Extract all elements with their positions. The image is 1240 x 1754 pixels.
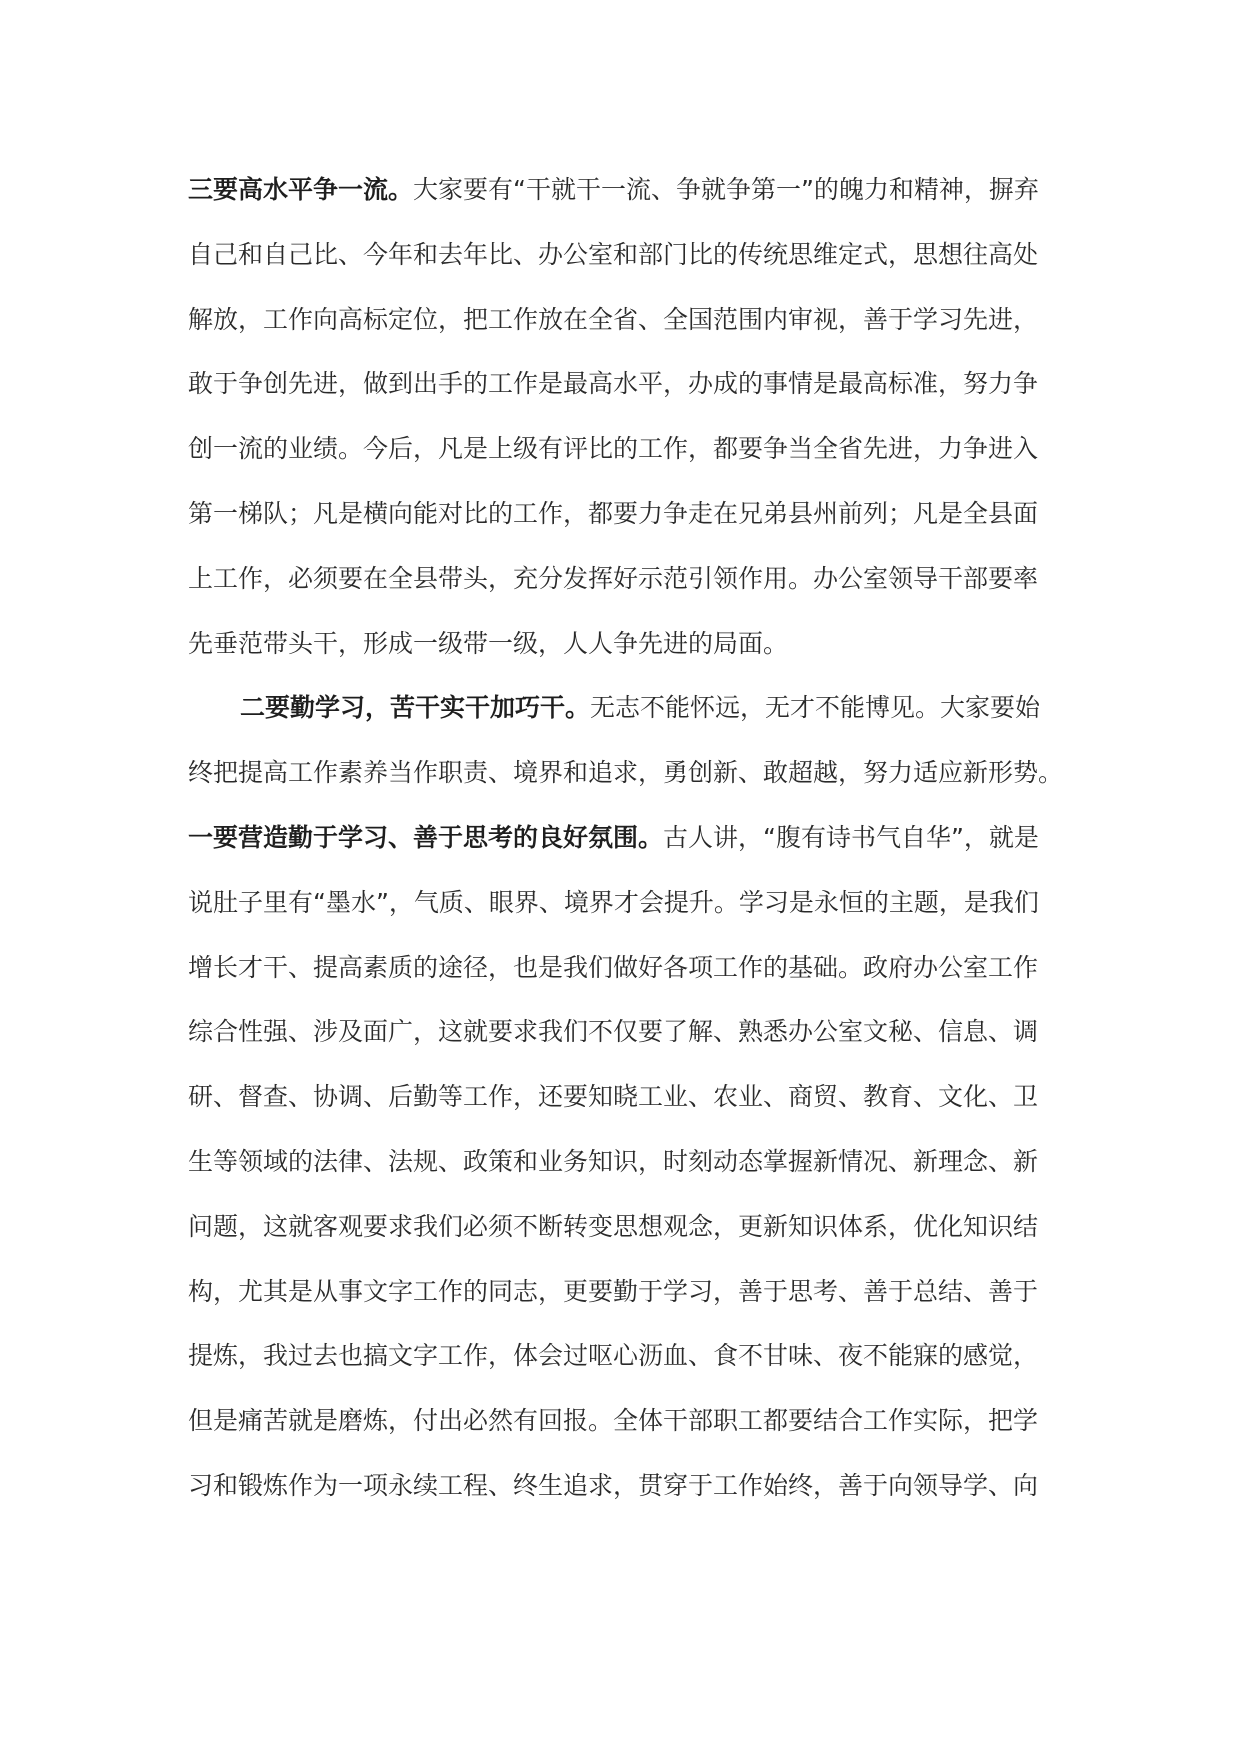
text-line: 生等领域的法律、法规、政策和业务知识，时刻动态掌握新情况、新理念、新 — [188, 1146, 1039, 1176]
bold-lead: 二要勤学习，苦干实干加巧干。 — [240, 693, 591, 723]
text-line — [188, 692, 1068, 724]
text-line: 但是痛苦就是磨炼，付出必然有回报。全体干部职工都要结合工作实际，把学 — [188, 1406, 1039, 1436]
text-line: 问题，这就客观要求我们必须不断转变思想观念，更新知识体系，优化知识结 — [188, 1211, 1039, 1241]
text-line: 敢于争创先进，做到出手的工作是最高水平，办成的事情是最高标准，努力争 — [188, 369, 1039, 399]
bold-lead: 三要高水平争一流。 — [188, 175, 414, 204]
text-line: 解放，工作向高标定位，把工作放在全省、全国范围内审视，善于学习先进， — [188, 304, 1039, 334]
text-line: 自己和自己比、今年和去年比、办公室和部门比的传统思维定式，思想往高处 — [188, 239, 1039, 269]
bold-lead: 一要营造勤于学习、善于思考的良好氛围。 — [188, 822, 664, 852]
text-line: 先垂范带头干，形成一级带一级，人人争先进的局面。 — [188, 628, 789, 658]
text-line: 增长才干、提高素质的途径，也是我们做好各项工作的基础。政府办公室工作 — [188, 952, 1039, 982]
text-line: 综合性强、涉及面广，这就要求我们不仅要了解、熟悉办公室文秘、信息、调 — [188, 1017, 1039, 1047]
text-line: 构，尤其是从事文字工作的同志，更要勤于学习，善于思考、善于总结、善于 — [188, 1276, 1039, 1306]
text-line: 说肚子里有“墨水”，气质、眼界、境界才会提升。学习是永恒的主题，是我们 — [188, 887, 1039, 917]
text-line — [188, 822, 1068, 854]
text-line: 创一流的业绩。今后，凡是上级有评比的工作，都要争当全省先进，力争进入 — [188, 434, 1039, 464]
text-line: 习和锻炼作为一项永续工程、终生追求，贯穿于工作始终，善于向领导学、向 — [188, 1470, 1039, 1500]
text-span: 大家要有“干就干一流、争就争第一”的魄力和精神，摒弃 — [413, 175, 1039, 204]
text-line: 提炼，我过去也搞文字工作，体会过呕心沥血、食不甘味、夜不能寐的感觉， — [188, 1341, 1039, 1371]
text-span: 无志不能怀远，无才不能博见。大家要始 — [590, 693, 1041, 723]
text-line: 上工作，必须要在全县带头，充分发挥好示范引领作用。办公室领导干部要率 — [188, 563, 1039, 593]
document-body — [188, 174, 1068, 1535]
text-line: 第一梯队；凡是横向能对比的工作，都要力争走在兄弟县州前列；凡是全县面 — [188, 498, 1039, 528]
text-line: 终把提高工作素养当作职责、境界和追求，勇创新、敢超越，努力适应新形势。 — [188, 758, 1064, 788]
text-line: 研、督查、协调、后勤等工作，还要知晓工业、农业、商贸、教育、文化、卫 — [188, 1082, 1039, 1112]
text-span: 古人讲，“腹有诗书气自华”，就是 — [663, 822, 1039, 852]
text-line — [188, 174, 1068, 206]
